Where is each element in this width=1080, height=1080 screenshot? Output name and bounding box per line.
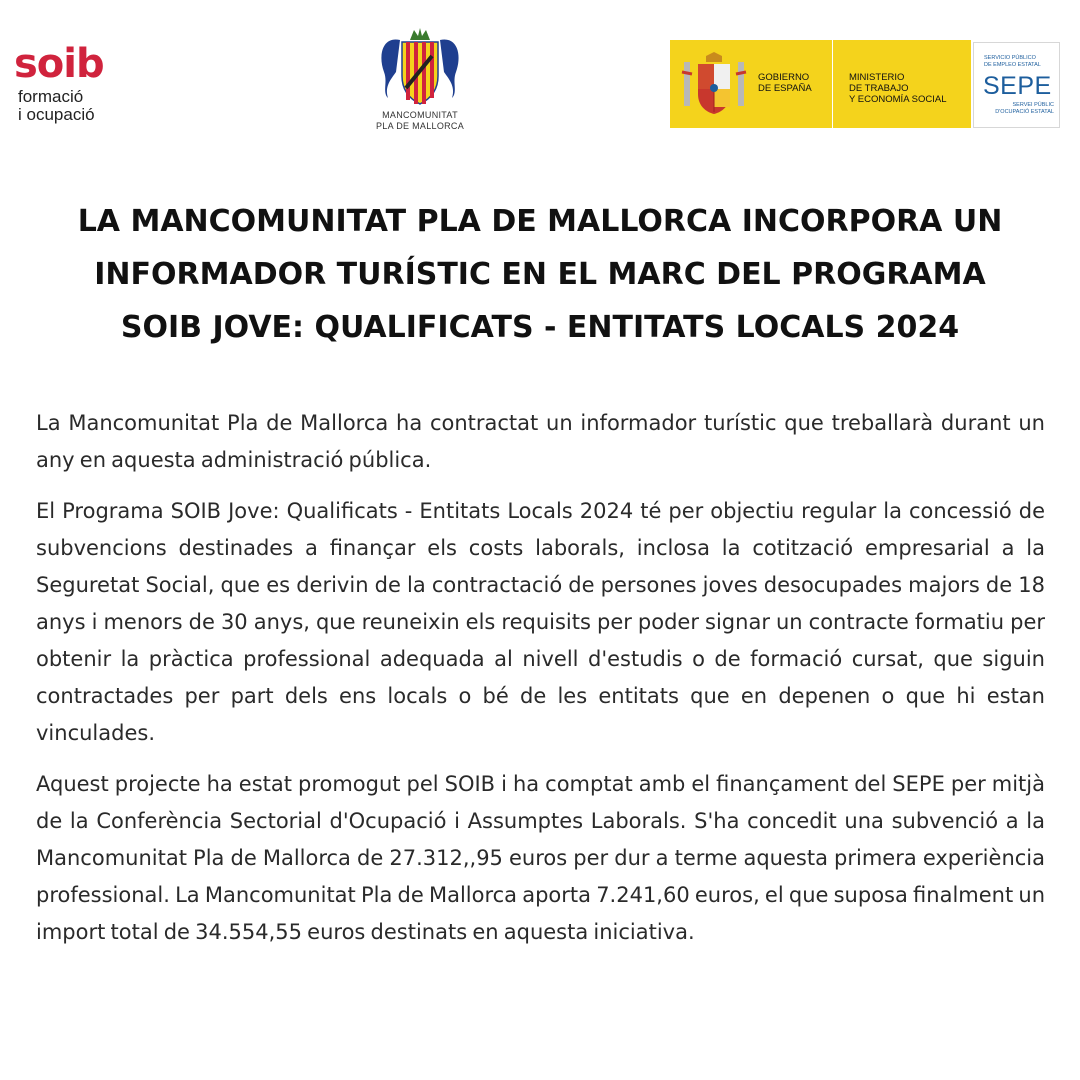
paragraph-program: El Programa SOIB Jove: Qualificats - Entitats Locals 2024 té per objectiu regular la concessió de subvencions destinades a finançar els costs laborals, inclosa la cotització empresarial a la Seguretat Social, que es derivin de la contractació de persones joves desocupades majors de 18 anys i menors de 30 anys, que reuneixin els requisits per poder signar un contracte formatiu per obtenir la pràctica professional adequada al nivell d'estudis o de formació cursat, que siguin contractades per part dels ens locals o bé de les entitats que en depenen o que hi estan vinculades. <box>36 499 1045 745</box>
title-line-1: LA MANCOMUNITAT PLA DE MALLORCA INCORPORA UN <box>77 204 1003 239</box>
soib-subtitle-line1: formació <box>18 87 84 106</box>
logo-bar <box>0 0 1080 160</box>
sepe-bottom-text <box>984 102 1054 115</box>
soib-logo <box>14 41 104 124</box>
sepe-top-text <box>984 55 1054 68</box>
ministerio-line1: MINISTERIO <box>849 72 905 83</box>
mancomunitat-caption-line1: MANCOMUNITAT <box>382 110 458 120</box>
gobierno-text <box>758 72 830 94</box>
gobierno-line1: GOBIERNO <box>758 72 810 83</box>
page-title <box>30 195 1050 354</box>
mancomunitat-coat-of-arms-icon <box>370 26 470 110</box>
gobierno-line2: DE ESPAÑA <box>758 83 812 94</box>
article-body <box>36 405 1045 951</box>
mancomunitat-logo <box>360 26 480 132</box>
ministerio-text <box>849 72 969 105</box>
title-line-3: SOIB JOVE: QUALIFICATS - ENTITATS LOCALS 2024 <box>120 310 960 345</box>
soib-wordmark: soib <box>14 41 104 87</box>
government-logo <box>670 40 1058 128</box>
sepe-bottom-line2: D'OCUPACIÓ ESTATAL <box>995 108 1054 115</box>
spain-coat-of-arms-icon <box>680 52 748 118</box>
sepe-top-line2: DE EMPLEO ESTATAL <box>984 61 1041 68</box>
paragraph-funding: Aquest projecte ha estat promogut pel SOIB i ha comptat amb el finançament del SEPE per mitjà de la Conferència Sectorial d'Ocupació i Assumptes Laborals. S'ha concedit una subvenció a la Mancomunitat Pla de Mallorca de 27.312,,95 euros per dur a terme aquesta primera experiència professional. La Mancomunitat Pla de Mallorca aporta 7.241,60 euros, el que suposa finalment un import total de 34.554,55 euros destinats en aquesta iniciativa. <box>36 772 1045 944</box>
sepe-top-line1: SERVICIO PÚBLICO <box>984 55 1036 61</box>
sepe-bottom-line1: SERVEI PÚBLIC <box>1012 102 1054 108</box>
title-line-2: INFORMADOR TURÍSTIC EN EL MARC DEL PROGRAMA <box>94 257 986 292</box>
ministerio-line3: Y ECONOMÍA SOCIAL <box>849 94 947 105</box>
paragraph-intro: La Mancomunitat Pla de Mallorca ha contractat un informador turístic que treballarà durant un any en aquesta administració pública. <box>36 411 1045 472</box>
ministerio-line2: DE TRABAJO <box>849 83 909 94</box>
soib-subtitle-line2: i ocupació <box>18 105 95 124</box>
mancomunitat-caption-line2: PLA DE MALLORCA <box>375 121 465 131</box>
sepe-wordmark: SEPE <box>983 72 1052 100</box>
sepe-logo <box>973 42 1060 128</box>
